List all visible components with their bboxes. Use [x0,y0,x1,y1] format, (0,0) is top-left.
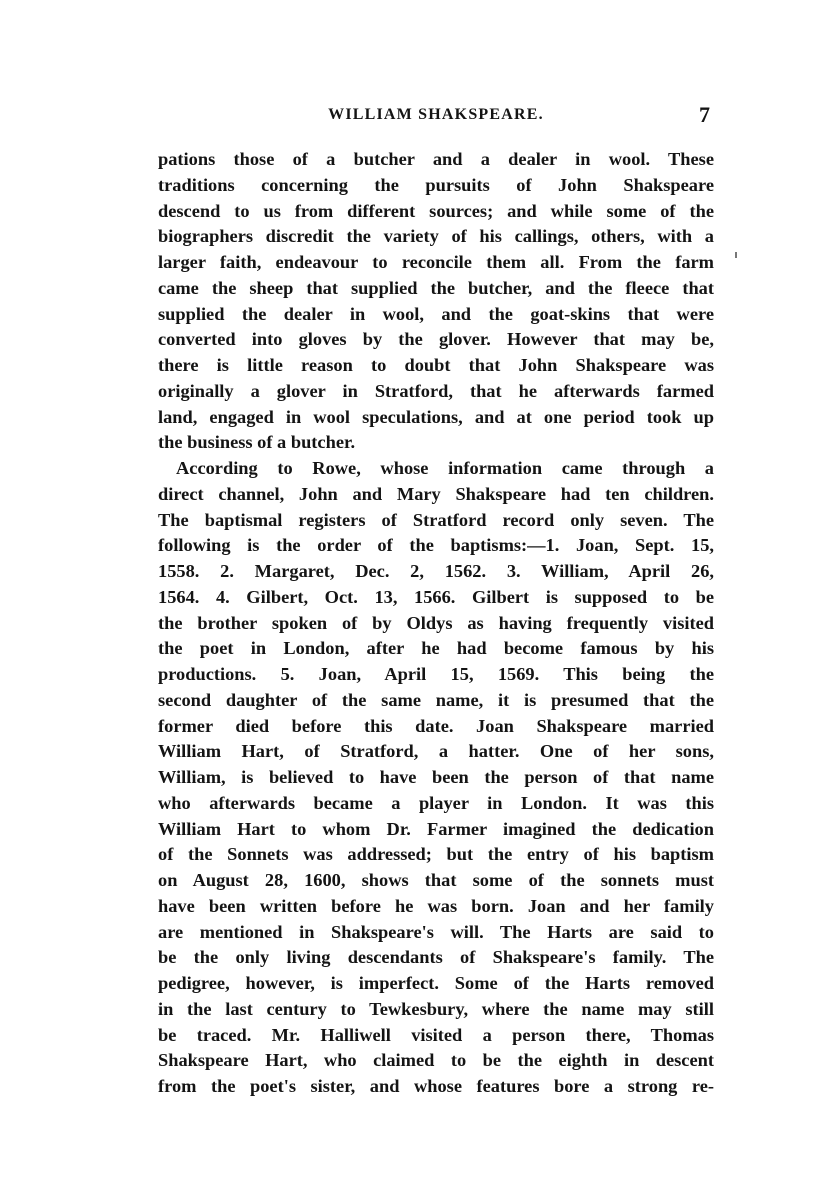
text-line: from the poet's sister, and whose features bore a strong re- [158,1076,714,1096]
text-line: descend to us from different sources; and while some of the [158,200,714,221]
text-line: William Hart to whom Dr. Farmer imagined the dedication [158,818,714,839]
text-line: the brother spoken of by Oldys as having frequently visited [158,612,714,633]
text-line: William, is believed to have been the person of that name [158,767,714,787]
text-line: productions. 5. Joan, April 15, 1569. This being the [158,664,714,684]
text-line: who afterwards became a player in London. It was this [158,792,714,813]
text-line: larger faith, endeavour to reconcile them all. From the farm [158,252,714,272]
text-line: converted into gloves by the glover. However that may be, [158,329,714,350]
text-line: traditions concerning the pursuits of John Shakspeare [158,174,714,195]
page-header [158,104,714,130]
text-line: biographers discredit the variety of his callings, others, with a [158,226,714,247]
text-line: William Hart, of Stratford, a hatter. One of her sons, [158,741,714,762]
text-line: there is little reason to doubt that John Shakspeare was [158,355,714,375]
text-line: 1558. 2. Margaret, Dec. 2, 1562. 3. William, April 26, [158,561,714,581]
text-line: former died before this date. Joan Shakspeare married [158,715,714,736]
text-line: second daughter of the same name, it is presumed that the [158,689,714,710]
text-line: pations those of a butcher and a dealer in wool. These [158,149,714,169]
text-line: Shakspeare Hart, who claimed to be the eighth in descent [158,1050,714,1071]
text-line: came the sheep that supplied the butcher, and the fleece that [158,277,714,298]
text-line: land, engaged in wool speculations, and at one period took up [158,406,714,427]
text-line: have been written before he was born. Joan and her family [158,895,714,916]
text-line: be traced. Mr. Halliwell visited a person there, Thomas [158,1024,714,1045]
text-line: pedigree, however, is imperfect. Some of the Harts removed [158,973,714,993]
paragraph-first-line: According to Rowe, whose information came through a [176,458,714,478]
body-text [158,147,714,1100]
text-line: originally a glover in Stratford, that he afterwards farmed [158,380,714,401]
text-line: supplied the dealer in wool, and the goat-skins that were [158,303,714,324]
page-number: 7 [699,102,710,127]
stray-ink-mark [735,252,737,258]
paragraph-last-line: the business of a butcher. [158,432,356,453]
text-line: in the last century to Tewkesbury, where the name may still [158,998,714,1019]
running-title: WILLIAM SHAKSPEARE. [328,106,544,123]
text-line: The baptismal registers of Stratford record only seven. The [158,509,714,530]
text-line: are mentioned in Shakspeare's will. The Harts are said to [158,921,714,942]
text-line: on August 28, 1600, shows that some of the sonnets must [158,870,714,890]
text-line: direct channel, John and Mary Shakspeare had ten children. [158,483,714,504]
text-line: of the Sonnets was addressed; but the entry of his baptism [158,844,714,865]
text-line: 1564. 4. Gilbert, Oct. 13, 1566. Gilbert is supposed to be [158,586,714,607]
text-line: be the only living descendants of Shakspeare's family. The [158,947,714,968]
text-line: following is the order of the baptisms:—1. Joan, Sept. 15, [158,535,714,556]
text-line: the poet in London, after he had become famous by his [158,638,714,659]
